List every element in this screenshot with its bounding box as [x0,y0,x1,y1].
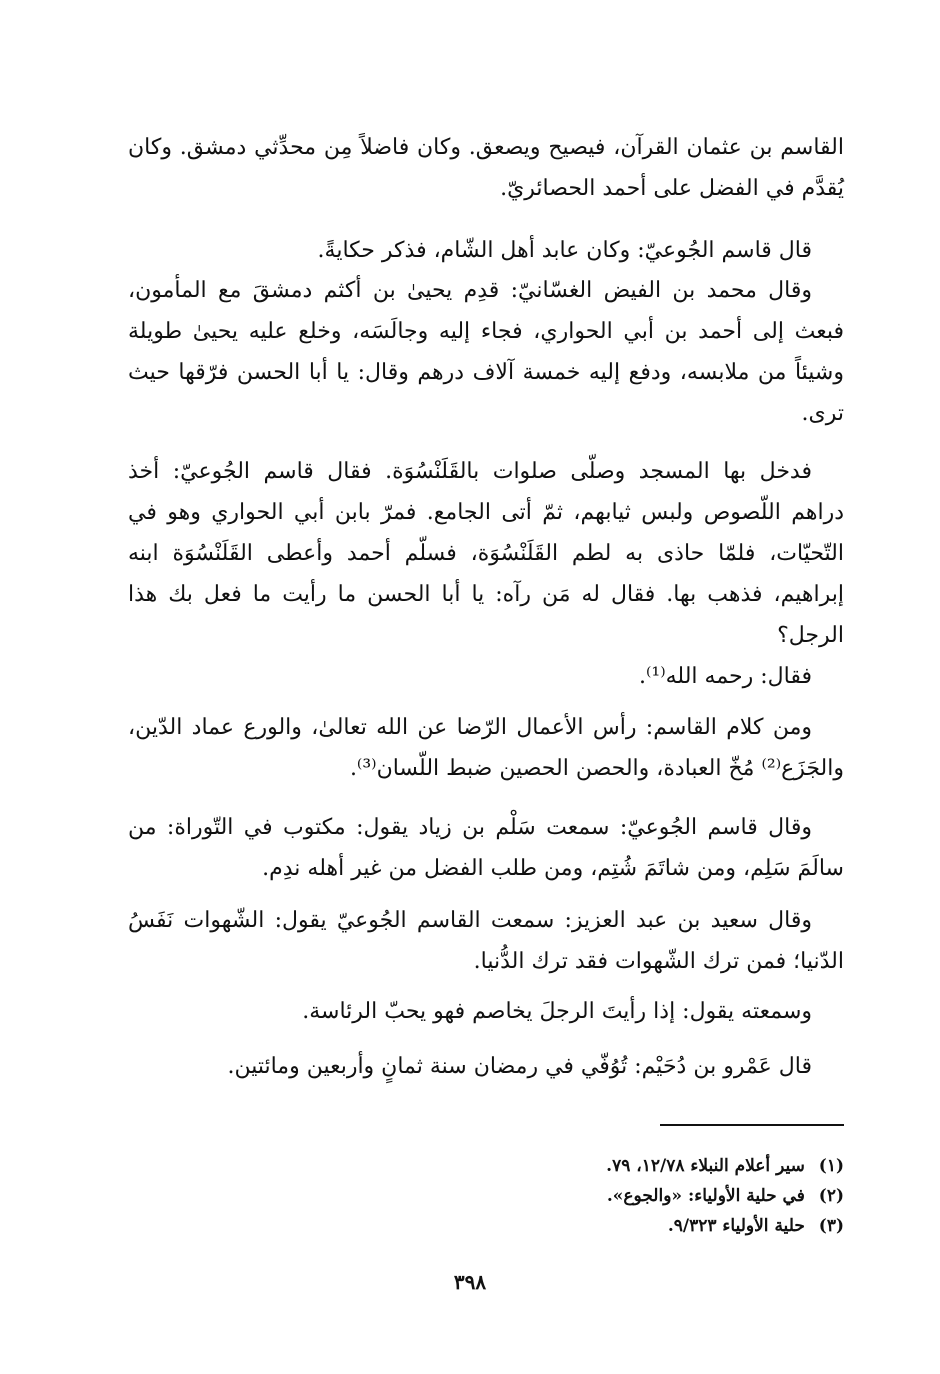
paragraph-5: فقال: رحمه الله⁽¹⁾. [639,664,812,689]
paragraph-2: قال قاسم الجُوعيّ: وكان عابد أهل الشّام، فذكر حكايةً. [317,238,812,263]
paragraph-3: وقال محمد بن الفيض الغسّانيّ: قدِم يحيىٰ بن أكثم دمشقَ مع المأمون، فبعث إلى أحمد بن أبي الحواري، فجاء إليه وجالَسَه، وخلع عليه يحيىٰ طويلة وشيئاً من ملابسه، ودفع إليه خمسة آلاف درهم وقال: يا أبا الحسن فرّقها حيث ترى. [128,278,844,426]
footnote-2-text: في حلية الأولياء: «والجوع». [606,1186,805,1206]
footnote-3-number: (٣) [818,1216,844,1236]
paragraph-9: وسمعته يقول: إذا رأيتَ الرجلَ يخاصم فهو يحبّ الرئاسة. [302,999,812,1024]
footnote-1 [400,1152,844,1180]
paragraph-4: فدخل بها المسجد وصلّى صلوات بالقَلَنْسُوَة. فقال قاسم الجُوعيّ: أخذ دراهم اللّصوص ولبس ثيابهم، ثمّ أتى الجامع. فمرّ بابن أبي الحواري وهو في التّحيّات، فلمّا حاذى به لطم القَلَنْسُوَة، فسلّم أحمد وأعطى القَلَنْسُوَة ابنه إبراهيم، فذهب بها. فقال له مَن رآه: يا أبا الحسن ما رأيت ما فعل بك هذا الرجل؟ [128,459,844,648]
paragraph-6: ومن كلام القاسم: رأس الأعمال الرّضا عن الله تعالىٰ، والورع عماد الدّين، والجَزَع⁽²⁾ مُخّ العبادة، والحصن الحصين ضبط اللّسان⁽³⁾. [128,715,844,781]
page-number: ٣٩٨ [453,1270,487,1294]
footnote-1-number: (١) [818,1156,844,1176]
paragraph-10: قال عَمْرو بن دُحَيْم: تُوُفّي في رمضان سنة ثمانٍ وأربعين ومائتين. [227,1054,812,1079]
footnote-1-text: سير أعلام النبلاء ١٢/٧٨، ٧٩. [606,1156,805,1176]
footnote-2-number: (٢) [818,1186,844,1206]
paragraph-1: القاسم بن عثمان القرآن، فيصيح ويصعق. وكان فاضلاً مِن محدِّثي دمشق. وكان يُقدَّم في الفضل على أحمد الحصائريّ. [128,135,844,201]
footnote-2 [400,1182,844,1210]
footnote-3-text: حلية الأولياء ٩/٣٢٣. [667,1216,805,1236]
footnote-3 [400,1212,844,1240]
footnote-separator [660,1124,844,1126]
paragraph-8: وقال سعيد بن عبد العزيز: سمعت القاسم الجُوعيّ يقول: الشّهوات نَفَسُ الدّنيا؛ فمن ترك الشّهوات فقد ترك الدُّنيا. [128,908,844,974]
paragraph-7: وقال قاسم الجُوعيّ: سمعت سَلْم بن زياد يقول: مكتوب في التّوراة: من سالَمَ سَلِم، ومن شاتَمَ شُتِم، ومن طلب الفضل من غير أهله ندِم. [128,815,844,881]
